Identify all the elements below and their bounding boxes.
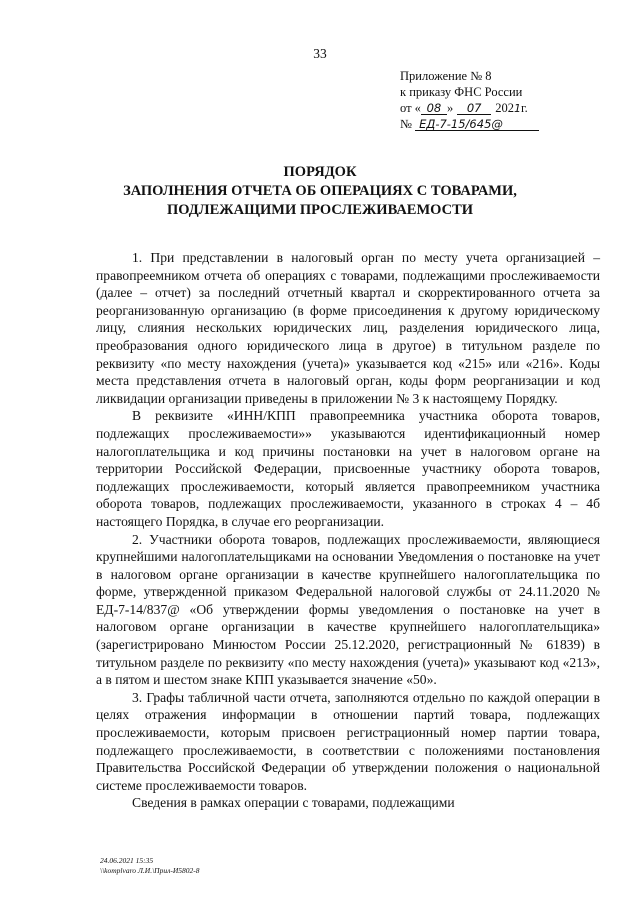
paragraph-1: 1. При представлении в налоговый орган по месту учета организацией – правопреемником отчета об операциях с товарами, подлежащими прослеживаемости (далее – отчет) за последний отчетный квартал и скорректированного отчета за реорганизованную организацию (в форме присоединения к другому юридическому лицу, слияния нескольких юридических лиц, разделения юридического лица, преобразования одного юридического лица в другое) в титульном разделе по реквизиту «по месту нахождения (учета)» указывается код «215» или «216». Коды места представления отчета в налоговый орган, коды форм реорганизации и код ликвидации организации приведены в приложении № 3 к настоящему Порядку. <box>96 250 600 406</box>
page-number: 33 <box>313 46 327 61</box>
date-separator: » <box>446 101 454 115</box>
paragraph-3: 2. Участники оборота товаров, подлежащих прослеживаемости, являющиеся крупнейшими налогоплательщиками на основании Уведомления о постановке на учет в налоговом органе организации в качестве крупнейшего налогоплательщика по форме, утвержденной приказом Федеральной налоговой службы от 24.11.2020 № ЕД-7-14/837@ «Об утверждении формы уведомления о постановке на учет в налоговом органе организации в качестве крупнейшего налогоплательщика» (зарегистрировано Минюстом России 25.12.2020, регистрационный № 61839) в титульном разделе по реквизиту «по месту нахождения (учета)» указывают код «213», а в пятом и шестом знаке КПП указывается значение «50». <box>96 531 600 688</box>
document-body <box>96 249 600 812</box>
order-date <box>400 100 539 116</box>
order-number-line <box>400 116 539 132</box>
document-title <box>0 163 640 220</box>
date-prefix: от « <box>400 101 421 115</box>
handwritten-month: 07 <box>457 102 491 115</box>
paragraph-2: В реквизите «ИНН/КПП правопреемника участника оборота товаров, подлежащих прослеживаемости»» указываются идентификационный номер налогоплательщика и код причины постановки на учет в налоговом органе на территории Российской Федерации, присвоенные участнику оборота товаров, подлежащих прослеживаемости, который является правопреемником участника оборота товаров, подлежащих прослеживаемости, указанного в строках 4 – 4б настоящего Порядка, в случае его реорганизации. <box>96 408 600 529</box>
footer-stamp <box>100 856 200 876</box>
footer-timestamp: 24.06.2021 15:35 <box>100 856 154 865</box>
handwritten-order-number: ЕД-7-15/645@ <box>415 118 539 131</box>
appendix-label: Приложение № 8 <box>400 69 492 83</box>
footer-file-path: \\komplvaro Л.И.\Прил-И5802-8 <box>100 866 200 875</box>
title-line-1: ПОРЯДОК <box>283 164 357 180</box>
title-line-3: ПОДЛЕЖАЩИМИ ПРОСЛЕЖИВАЕМОСТИ <box>166 202 474 218</box>
order-reference: к приказу ФНС России <box>400 85 523 99</box>
handwritten-day: 08 <box>421 102 447 115</box>
handwritten-year-digit: 1 <box>513 102 521 115</box>
date-year-prefix: 202 <box>495 101 514 115</box>
title-line-2: ЗАПОЛНЕНИЯ ОТЧЕТА ОБ ОПЕРАЦИЯХ С ТОВАРАМИ, <box>123 183 517 199</box>
number-prefix: № <box>400 117 412 131</box>
date-suffix: г. <box>520 101 528 115</box>
paragraph-5: Сведения в рамках операции с товарами, подлежащими <box>132 795 455 811</box>
appendix-header <box>400 68 539 132</box>
paragraph-4: 3. Графы табличной части отчета, заполняются отдельно по каждой операции в целях отражения информации в отношении партий товара, подлежащих прослеживаемости, которым присвоен регистрационный номер партии товара, подлежащего прослеживаемости, в соответствии с положениями постановления Правительства Российской Федерации об утверждении положения о национальной системе прослеживаемости товаров. <box>96 689 600 793</box>
